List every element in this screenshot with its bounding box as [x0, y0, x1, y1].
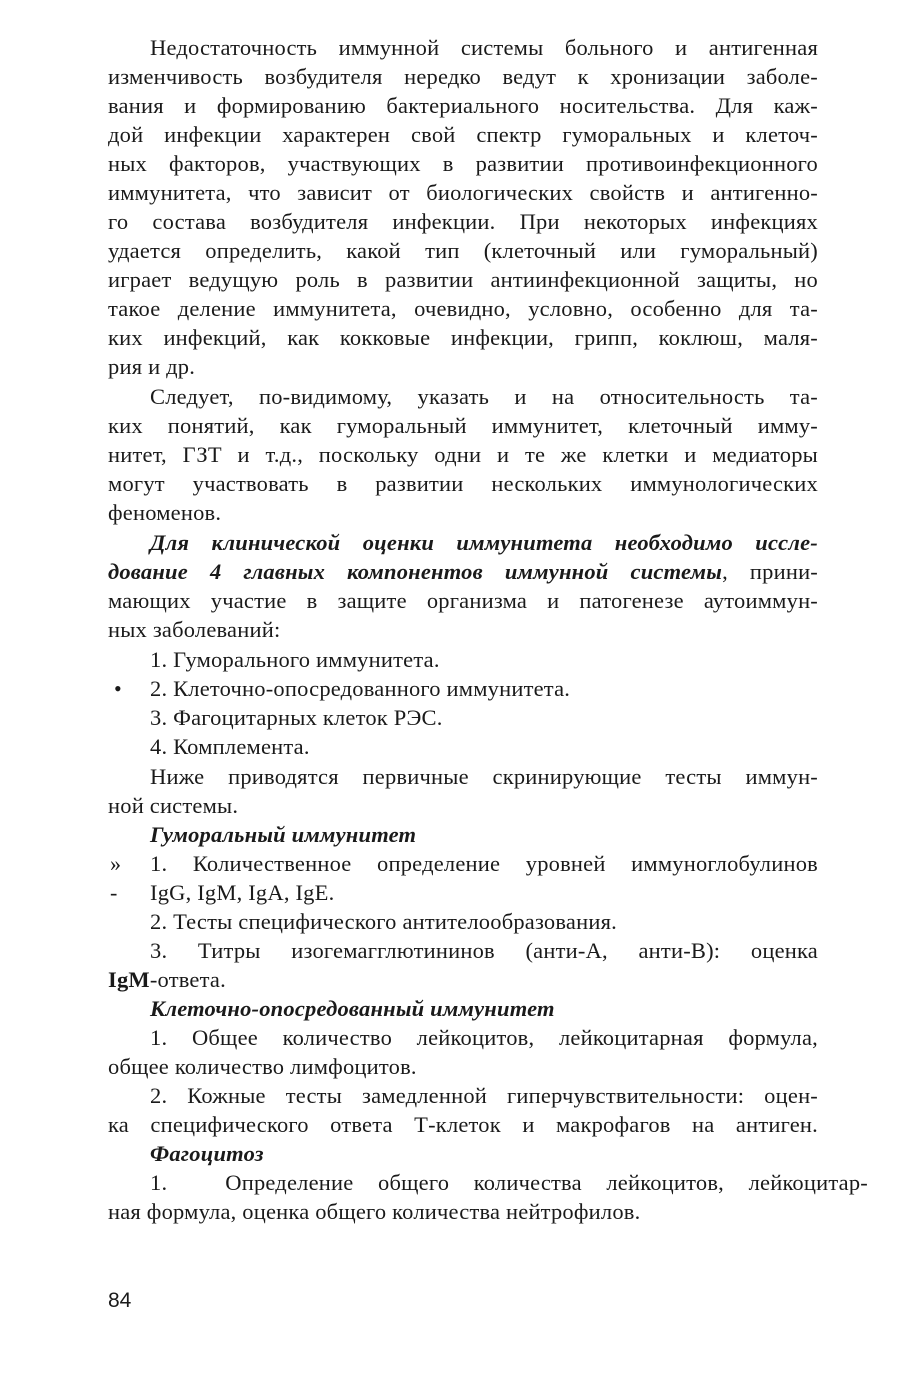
text-line: такое деление иммунитета, очевидно, условно, особенно для та-	[108, 296, 818, 321]
text-line: IgG, IgM, IgA, IgE.	[150, 880, 335, 905]
text-line: 2. Кожные тесты замедленной гиперчувствительности: оцен-	[150, 1083, 818, 1108]
text-line: ной системы.	[108, 793, 239, 818]
text-line: удается определить, какой тип (клеточный или гуморальный)	[108, 238, 818, 263]
text-line: ная формула, оценка общего количества нейтрофилов.	[108, 1199, 641, 1224]
section-heading: Клеточно-опосредованный иммунитет	[150, 996, 555, 1021]
text-line: 2. Тесты специфического антителообразования.	[150, 909, 617, 934]
margin-dash: -	[110, 880, 118, 905]
item-number: 1.	[150, 1170, 168, 1195]
text-line: ных факторов, участвующих в развитии противоинфекционного	[108, 151, 818, 176]
text-line	[108, 557, 818, 586]
text-line: Недостаточность иммунной системы больного и антигенная	[150, 35, 818, 60]
text-line: мающих участие в защите организма и патогенезе аутоиммун-	[108, 588, 818, 613]
text-line: общее количество лимфоцитов.	[108, 1054, 417, 1079]
text-span: -ответа.	[149, 967, 226, 992]
text-line	[108, 965, 818, 994]
list-item: 3. Фагоцитарных клеток РЭС.	[150, 705, 443, 730]
text-line: иммунитета, что зависит от биологических свойств и антигенно-	[108, 180, 818, 205]
text-line: феноменов.	[108, 500, 222, 525]
text-line: вания и формированию бактериального носительства. Для каж-	[108, 93, 818, 118]
emphasis-text: Для клинической оценки иммунитета необходимо иссле-	[150, 530, 818, 555]
text-line	[150, 528, 818, 557]
list-item: 1. Гуморального иммунитета.	[150, 647, 440, 672]
text-line: го состава возбудителя инфекции. При некоторых инфекциях	[108, 209, 818, 234]
list-item: 2. Клеточно-опосредованного иммунитета.	[150, 676, 571, 701]
page-number: 84	[108, 1289, 132, 1312]
margin-quote: »	[110, 851, 121, 876]
margin-bullet: •	[114, 676, 122, 701]
emphasis-text: IgM	[108, 967, 150, 992]
text-line: нитет, ГЗТ и т.д., поскольку одни и те же клетки и медиаторы	[108, 442, 818, 467]
text-line: Следует, по-видимому, указать и на относительность та-	[150, 384, 818, 409]
text-line: 1. Общее количество лейкоцитов, лейкоцитарная формула,	[150, 1025, 818, 1050]
text-line: изменчивость возбудителя нередко ведут к хронизации заболе-	[108, 64, 818, 89]
text-line: могут участвовать в развитии нескольких иммунологических	[108, 471, 818, 496]
section-heading: Фагоцитоз	[150, 1141, 264, 1166]
text-span: , прини-	[722, 559, 818, 584]
text-line: ких инфекций, как кокковые инфекции, грипп, коклюш, маля-	[108, 325, 818, 350]
text-span: Определение общего количества лейкоцитов, лейкоцитар-	[225, 1170, 868, 1195]
text-line: играет ведущую роль в развитии антиинфекционной защиты, но	[108, 267, 818, 292]
text-line: 1. Количественное определение уровней иммуноглобулинов	[150, 851, 818, 876]
emphasis-text: дование 4 главных компонентов иммунной системы	[108, 559, 723, 584]
text-line: рия и др.	[108, 354, 196, 379]
text-line: 3. Титры изогемагглютининов (анти-А, анти-В): оценка	[150, 938, 818, 963]
section-heading: Гуморальный иммунитет	[150, 822, 417, 847]
list-item: 4. Комплемента.	[150, 734, 310, 759]
text-line: дой инфекции характерен свой спектр гуморальных и клеточ-	[108, 122, 818, 147]
text-line: ка специфического ответа Т-клеток и макрофагов на антиген.	[108, 1112, 818, 1137]
text-line: Ниже приводятся первичные скринирующие тесты иммун-	[150, 764, 818, 789]
text-line: ных заболеваний:	[108, 617, 281, 642]
text-line	[150, 1168, 868, 1197]
text-line: ких понятий, как гуморальный иммунитет, клеточный имму-	[108, 413, 818, 438]
